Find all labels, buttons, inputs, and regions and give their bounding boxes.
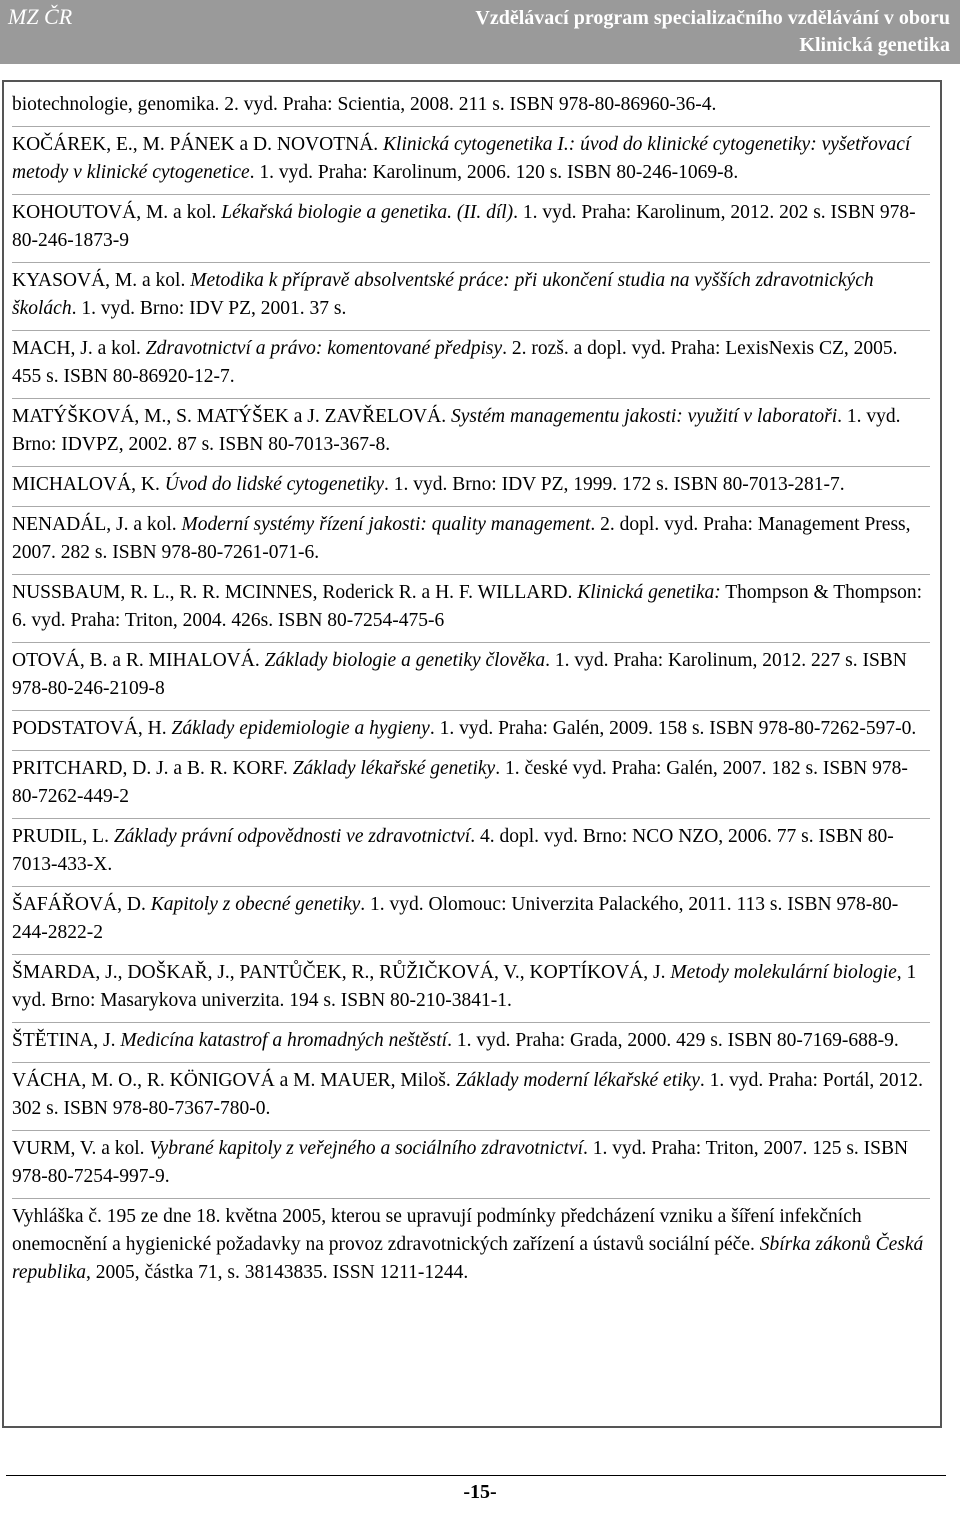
bibliography-list xyxy=(12,91,930,1294)
entry-text: PODSTATOVÁ, H. xyxy=(12,718,172,739)
entry-title: Zdravotnictví a právo: komentované předpisy xyxy=(145,338,503,359)
header-program-line2: Klinická genetika xyxy=(799,34,950,56)
entry-title: Medicína katastrof a hromadných neštěstí xyxy=(120,1030,448,1051)
entry-text: . 1. vyd. Praha: Karolinum, 2012. 227 s. ISBN 978-80-246-2109-8 xyxy=(12,650,907,699)
entry-title: Systém managementu jakosti: využití v laboratoři xyxy=(450,406,838,427)
entry-divider xyxy=(12,954,930,955)
bibliography-entry xyxy=(12,471,930,499)
bibliography-entry xyxy=(12,891,930,947)
bibliography-entry xyxy=(12,1135,930,1191)
entry-text: KOHOUTOVÁ, M. a kol. xyxy=(12,202,222,223)
entry-title: Lékařská biologie a genetika. (II. díl) xyxy=(221,202,514,223)
entry-title: Základy lékařské genetiky xyxy=(292,758,496,779)
entry-text: MATÝŠKOVÁ, M., S. MATÝŠEK a J. ZAVŘELOVÁ. xyxy=(12,406,451,427)
entry-divider xyxy=(12,126,930,127)
entry-text: . 1. české vyd. Praha: Galén, 2007. 182 s. ISBN 978-80-7262-449-2 xyxy=(12,758,908,807)
entry-text: . 1. vyd. Brno: IDV PZ, 1999. 172 s. ISBN 80-7013-281-7. xyxy=(384,474,845,495)
entry-text: ŠTĚTINA, J. xyxy=(12,1030,121,1051)
entry-divider xyxy=(12,710,930,711)
bibliography-entry xyxy=(12,755,930,811)
header-program-line1: Vzdělávací program specializačního vzdělávání v oboru xyxy=(475,7,950,29)
entry-divider xyxy=(12,750,930,751)
entry-title: Metodika k přípravě absolventské práce: při ukončení studia na vyšších zdravotnických školách xyxy=(12,270,874,319)
bibliography-entry xyxy=(12,579,930,635)
entry-divider xyxy=(12,818,930,819)
bibliography-entry xyxy=(12,959,930,1015)
entry-title: Moderní systémy řízení jakosti: quality management xyxy=(181,514,591,535)
entry-title: Základy epidemiologie a hygieny xyxy=(171,718,430,739)
header-program-title xyxy=(475,5,950,59)
bibliography-entry xyxy=(12,267,930,323)
entry-title: Sbírka zákonů Česká republika xyxy=(12,1234,924,1283)
entry-title: Úvod do lidské cytogenetiky xyxy=(164,474,385,495)
entry-text: MACH, J. a kol. xyxy=(12,338,146,359)
bibliography-entry xyxy=(12,403,930,459)
entry-text: PRITCHARD, D. J. a B. R. KORF. xyxy=(12,758,293,779)
entry-text: . 1. vyd. Brno: IDV PZ, 2001. 37 s. xyxy=(71,298,347,319)
entry-title: Vybrané kapitoly z veřejného a sociálního zdravotnictví xyxy=(149,1138,584,1159)
entry-text: biotechnologie, genomika. 2. vyd. Praha: Scientia, 2008. 211 s. ISBN 978-80-86960-36-4. xyxy=(12,94,717,115)
entry-text: . 4. dopl. vyd. Brno: NCO NZO, 2006. 77 s. ISBN 80-7013-433-X. xyxy=(12,826,894,875)
entry-title: Základy biologie a genetiky člověka xyxy=(264,650,546,671)
entry-title: Kapitoly z obecné genetiky xyxy=(150,894,361,915)
entry-text: . 1. vyd. Praha: Portál, 2012. 302 s. ISBN 978-80-7367-780-0. xyxy=(12,1070,924,1119)
entry-text: . 1. vyd. Praha: Karolinum, 2006. 120 s. ISBN 80-246-1069-8. xyxy=(249,162,739,183)
entry-text: . 2. dopl. vyd. Praha: Management Press, 2007. 282 s. ISBN 978-80-7261-071-6. xyxy=(12,514,911,563)
entry-divider xyxy=(12,506,930,507)
entry-divider xyxy=(12,466,930,467)
entry-text: , 1 vyd. Brno: Masarykova univerzita. 194 s. ISBN 80-210-3841-1. xyxy=(12,962,917,1011)
entry-text: . 1. vyd. Praha: Triton, 2007. 125 s. ISBN 978-80-7254-997-9. xyxy=(12,1138,909,1187)
entry-text: ŠMARDA, J., DOŠKAŘ, J., PANTŮČEK, R., RŮŽIČKOVÁ, V., KOPTÍKOVÁ, J. xyxy=(12,962,671,983)
entry-divider xyxy=(12,574,930,575)
bibliography-entry xyxy=(12,715,930,743)
bibliography-entry xyxy=(12,1203,930,1287)
entry-text: KYASOVÁ, M. a kol. xyxy=(12,270,191,291)
entry-text: VÁCHA, M. O., R. KÖNIGOVÁ a M. MAUER, Miloš. xyxy=(12,1070,456,1091)
entry-divider xyxy=(12,1062,930,1063)
entry-text: . 1. vyd. Olomouc: Univerzita Palackého, 2011. 113 s. ISBN 978-80-244-2822-2 xyxy=(12,894,899,943)
entry-text: . 1. vyd. Praha: Galén, 2009. 158 s. ISBN 978-80-7262-597-0. xyxy=(429,718,917,739)
bibliography-entry xyxy=(12,335,930,391)
bibliography-entry xyxy=(12,131,930,187)
entry-text: . 2. rozš. a dopl. vyd. Praha: LexisNexis CZ, 2005. 455 s. ISBN 80-86920-12-7. xyxy=(12,338,898,387)
bibliography-entry xyxy=(12,511,930,567)
entry-divider xyxy=(12,1022,930,1023)
entry-divider xyxy=(12,1198,930,1199)
bibliography-entry xyxy=(12,1027,930,1055)
bibliography-entry xyxy=(12,91,930,119)
entry-divider xyxy=(12,262,930,263)
entry-text: . 1. vyd. Praha: Karolinum, 2012. 202 s. ISBN 978-80-246-1873-9 xyxy=(12,202,916,251)
entry-text: VURM, V. a kol. xyxy=(12,1138,150,1159)
entry-text: NENADÁL, J. a kol. xyxy=(12,514,182,535)
header-ministry-label: MZ ČR xyxy=(8,4,73,29)
entry-divider xyxy=(12,398,930,399)
entry-text: ŠAFÁŘOVÁ, D. xyxy=(12,894,151,915)
entry-text: PRUDIL, L. xyxy=(12,826,114,847)
entry-text: . 1. vyd. Brno: IDVPZ, 2002. 87 s. ISBN 80-7013-367-8. xyxy=(12,406,901,455)
bibliography-entry xyxy=(12,823,930,879)
entry-divider xyxy=(12,1130,930,1131)
entry-text: Thompson & Thompson: 6. vyd. Praha: Triton, 2004. 426s. ISBN 80-7254-475-6 xyxy=(12,582,923,631)
entry-text: OTOVÁ, B. a R. MIHALOVÁ. xyxy=(12,650,265,671)
entry-text: KOČÁREK, E., M. PÁNEK a D. NOVOTNÁ. xyxy=(12,134,384,155)
entry-title: Základy právní odpovědnosti ve zdravotnictví xyxy=(113,826,471,847)
entry-text: NUSSBAUM, R. L., R. R. MCINNES, Roderick R. a H. F. WILLARD. xyxy=(12,582,578,603)
entry-divider xyxy=(12,330,930,331)
entry-text: Vyhláška č. 195 ze dne 18. května 2005, kterou se upravují podmínky předcházení vzniku a šíření infekčních onemocnění a hygienické požadavky na provoz zdravotnických zařízení a ústavů sociální péče. xyxy=(12,1206,862,1255)
bibliography-entry xyxy=(12,199,930,255)
entry-text: . 1. vyd. Praha: Grada, 2000. 429 s. ISBN 80-7169-688-9. xyxy=(447,1030,899,1051)
entry-divider xyxy=(12,886,930,887)
entry-title: Základy moderní lékařské etiky xyxy=(455,1070,700,1091)
bibliography-entry xyxy=(12,1067,930,1123)
entry-text: MICHALOVÁ, K. xyxy=(12,474,165,495)
footer-divider xyxy=(6,1475,946,1476)
entry-divider xyxy=(12,194,930,195)
page-header xyxy=(0,0,960,64)
entry-divider xyxy=(12,642,930,643)
entry-title: Klinická cytogenetika I.: úvod do klinické cytogenetiky: vyšetřovací metody v klinické cytogenetice xyxy=(12,134,911,183)
entry-text: , 2005, částka 71, s. 38143835. ISSN 1211-1244. xyxy=(86,1262,469,1283)
entry-title: Metody molekulární biologie xyxy=(670,962,897,983)
bibliography-entry xyxy=(12,647,930,703)
entry-title: Klinická genetika: xyxy=(577,582,721,603)
page-number: -15- xyxy=(463,1481,497,1503)
